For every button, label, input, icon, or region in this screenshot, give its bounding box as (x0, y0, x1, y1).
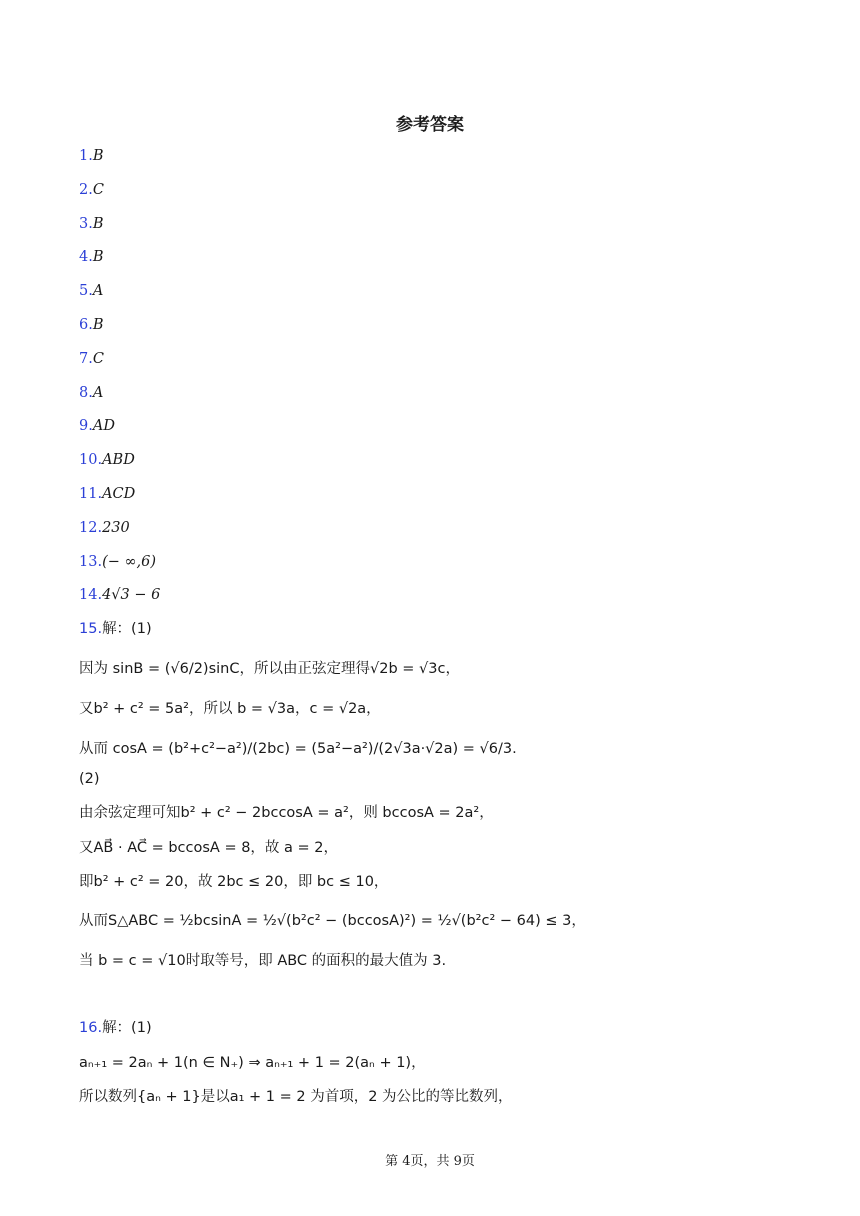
answer-value: ABD (102, 452, 135, 469)
answer-number: 1. (79, 148, 93, 164)
answer-value: A (92, 283, 104, 300)
q16-heading (79, 1017, 152, 1039)
q16-number: 16. (79, 1020, 103, 1036)
answer-row (79, 382, 103, 404)
answer-value: C (92, 350, 104, 367)
answer-value: ACD (102, 486, 136, 502)
answer-value: 4√3 − 6 (102, 587, 161, 604)
q15-line-1: 因为 sinB = (√6/2)sinC，所以由正弦定理得√2b = √3c， (79, 661, 460, 677)
answer-number: 9. (79, 418, 93, 435)
answer-row (79, 314, 104, 336)
answer-number: 10. (79, 452, 103, 469)
answer-value: A (92, 384, 104, 401)
q15-head: 解：(1) (102, 621, 152, 637)
answer-row (79, 517, 130, 539)
answer-row (79, 584, 160, 606)
answer-value: 230 (102, 519, 130, 536)
answer-row (79, 449, 135, 471)
answer-number: 7. (79, 350, 93, 367)
q15-line-3: 从而 cosA = (b²+c²−a²)/(2bc) = (5a²−a²)/(2√3a·√2a) = √6/3. (79, 741, 517, 757)
answer-row (79, 280, 103, 302)
answer-number: 5. (79, 283, 93, 300)
answer-row (79, 145, 104, 167)
answer-number: 8. (79, 384, 93, 401)
q16-head: 解：(1) (102, 1020, 152, 1036)
answer-number: 11. (79, 486, 103, 502)
answer-number: 4. (79, 249, 93, 266)
q15-number: 15. (79, 621, 103, 637)
answer-number: 13. (79, 553, 103, 570)
answer-number: 3. (79, 215, 93, 232)
answer-value: B (92, 317, 104, 333)
answer-row (79, 483, 135, 505)
answer-row (79, 246, 104, 268)
q16-line-2: 所以数列{aₙ + 1}是以a₁ + 1 = 2 为首项，2 为公比的等比数列， (79, 1089, 513, 1105)
answer-value: B (92, 148, 104, 164)
answer-value: B (92, 215, 104, 232)
q15-line-6: 又AB⃗ · AC⃗ = bccosA = 8，故 a = 2， (79, 840, 339, 856)
answer-value: (− ∞,6) (102, 553, 157, 570)
answer-row (79, 415, 115, 437)
answer-row (79, 551, 156, 573)
answer-number: 6. (79, 317, 93, 333)
answer-number: 2. (79, 181, 93, 198)
answer-row (79, 213, 104, 235)
answer-row (79, 348, 104, 370)
answer-number: 12. (79, 519, 103, 536)
answer-value: B (92, 249, 104, 266)
answer-value: C (92, 181, 104, 198)
answer-row (79, 179, 104, 201)
q15-line-5: 由余弦定理可知b² + c² − 2bccosA = a²，则 bccosA = 2a²， (79, 805, 494, 821)
q15-line-4: (2) (79, 771, 100, 787)
page-title: 参考答案 (396, 115, 464, 135)
page-footer: 第 4页，共 9页 (385, 1154, 475, 1169)
answer-number: 14. (79, 587, 103, 604)
q15-line-7: 即b² + c² = 20，故 2bc ≤ 20，即 bc ≤ 10， (79, 874, 389, 890)
q15-heading (79, 618, 152, 640)
answer-value: AD (92, 418, 115, 435)
q15-line-9: 当 b = c = √10时取等号，即 ABC 的面积的最大值为 3. (79, 953, 447, 969)
q16-line-1: aₙ₊₁ = 2aₙ + 1(n ∈ N₊) ⇒ aₙ₊₁ + 1 = 2(aₙ + 1)， (79, 1055, 426, 1071)
q15-line-2: 又b² + c² = 5a²，所以 b = √3a，c = √2a， (79, 701, 381, 717)
q15-line-8: 从而S△ABC = ½bcsinA = ½√(b²c² − (bccosA)²) = ½√(b²c² − 64) ≤ 3， (79, 913, 586, 929)
